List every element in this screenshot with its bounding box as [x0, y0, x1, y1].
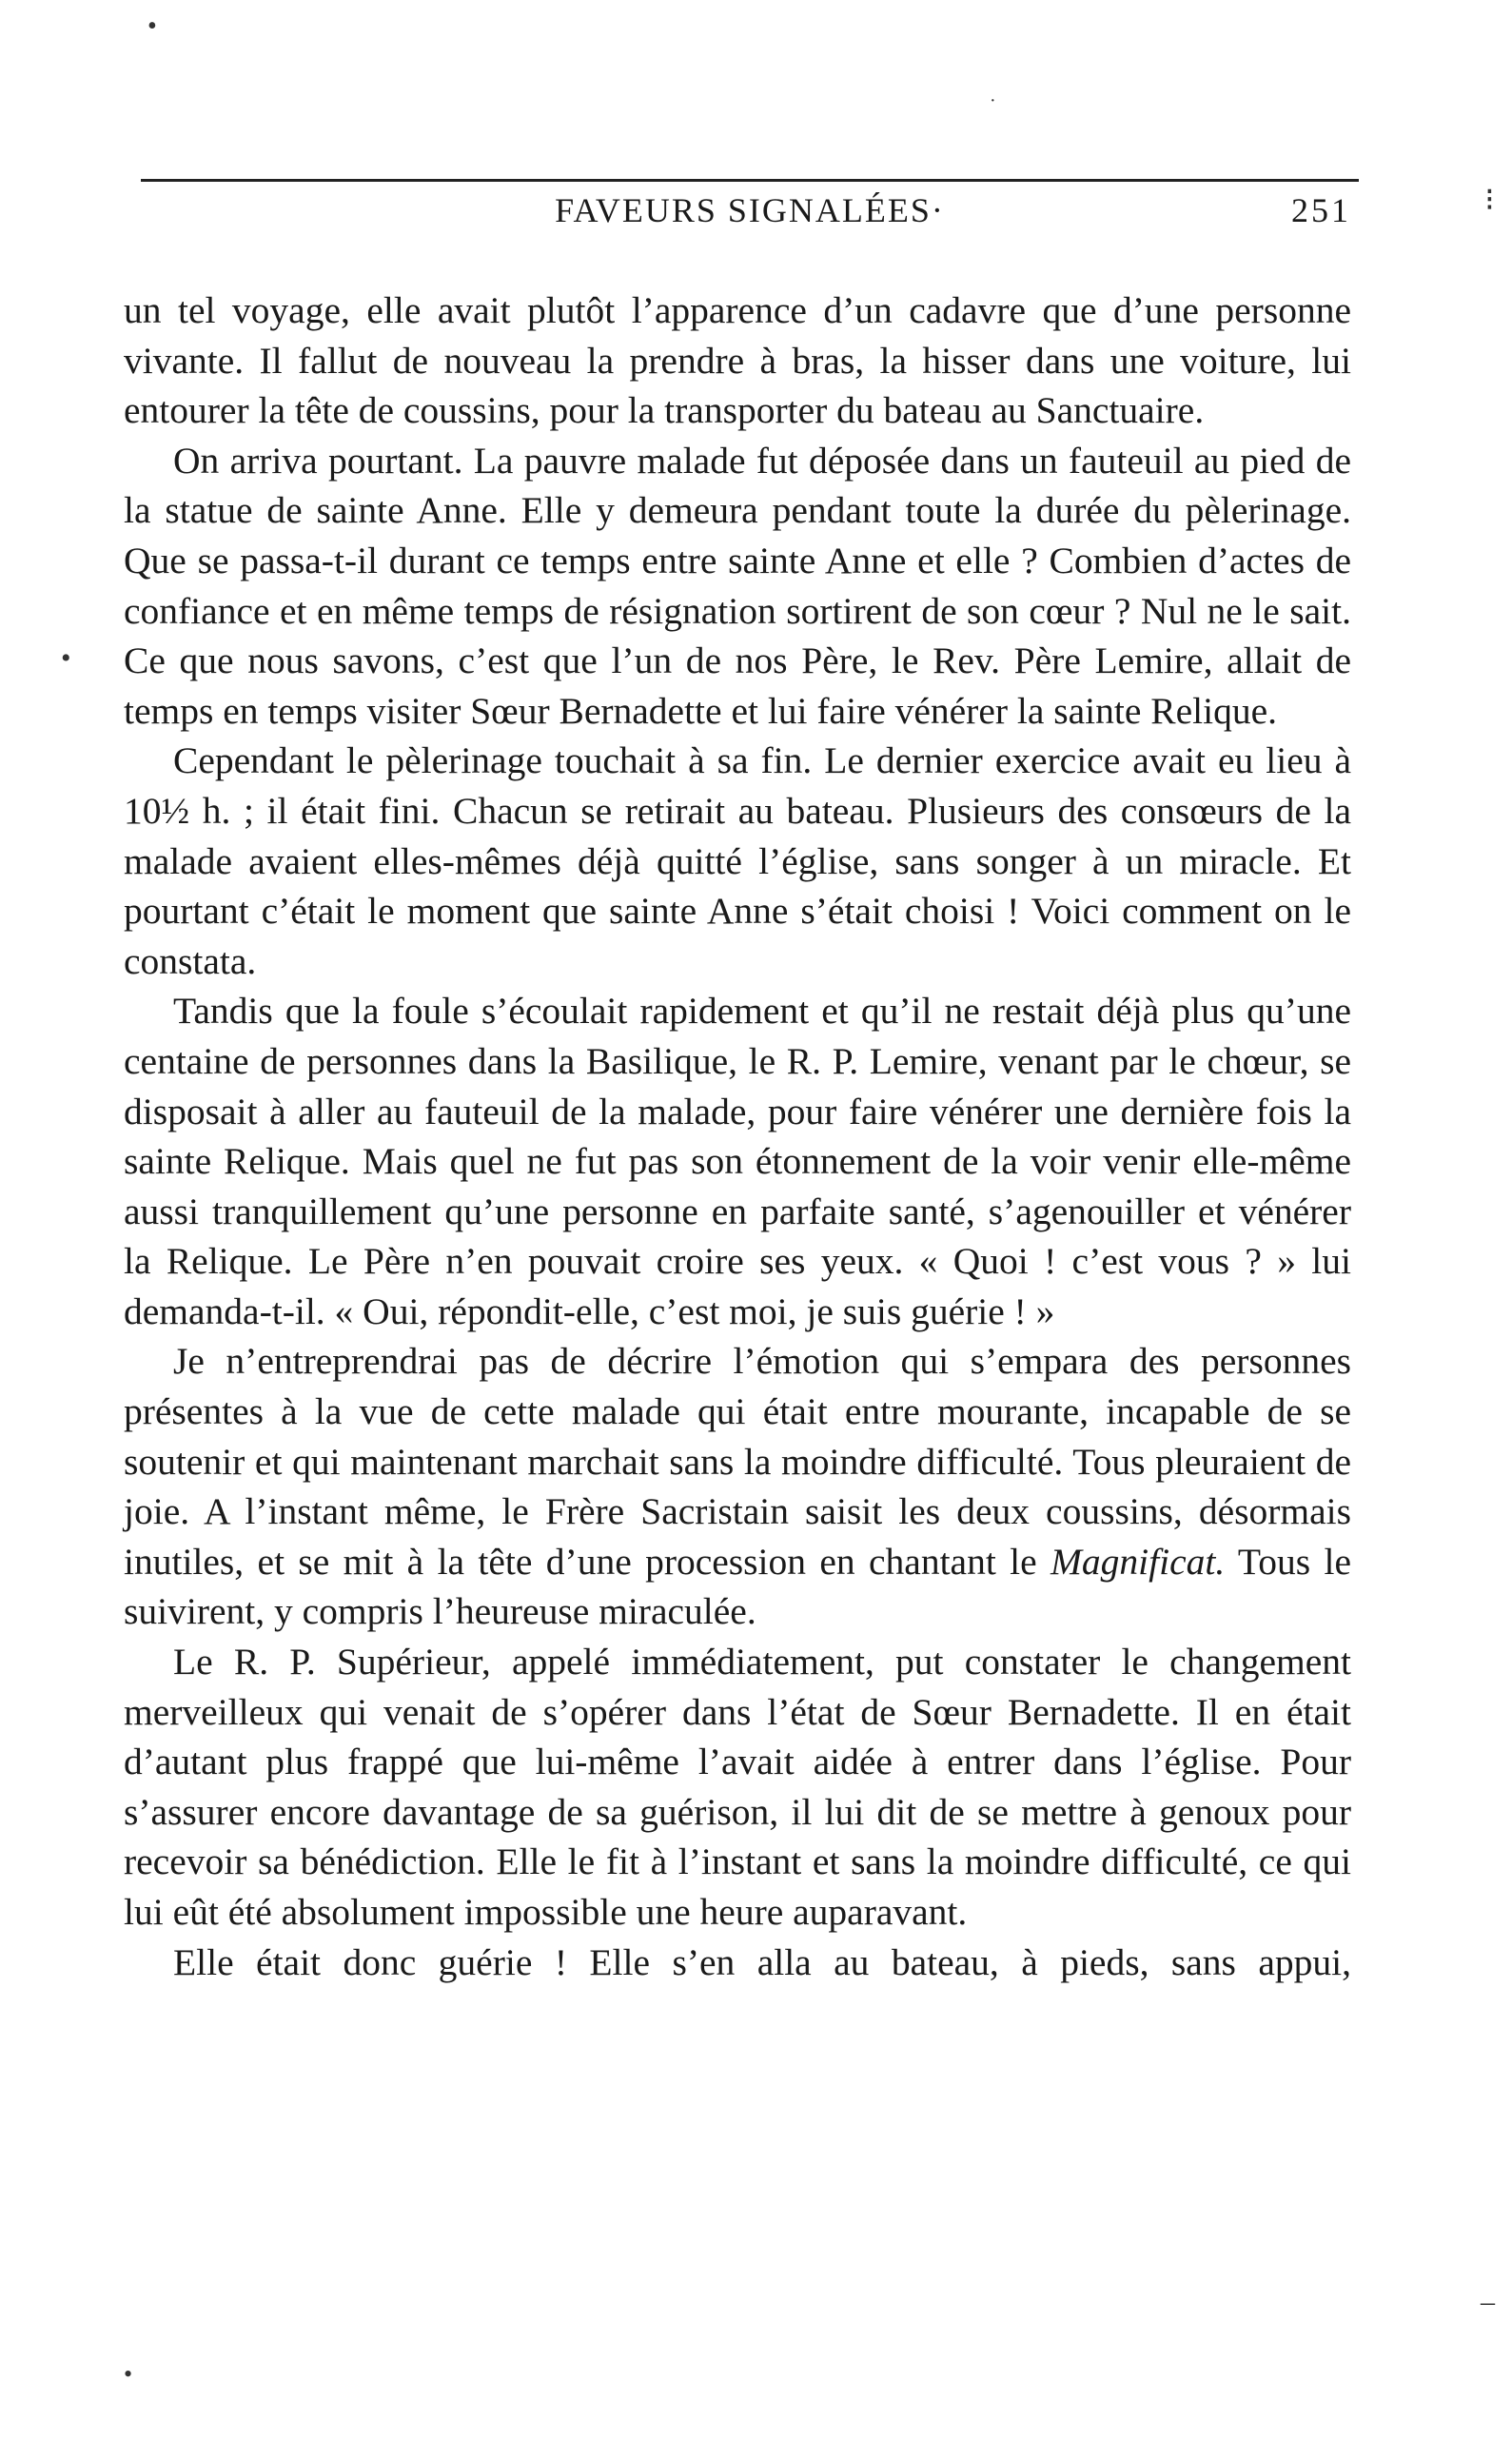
- paragraph: [124, 1336, 1351, 1637]
- paragraph: un tel voyage, elle avait plutôt l’apparence d’un cadavre que d’une personne vivante. Il fallut de nouveau la prendre à bras, la hisser dans une voiture, lui entourer la tête de coussins, pour la transporter du bateau au Sanctuaire.: [124, 289, 1351, 432]
- margin-speck: ·: [990, 90, 996, 111]
- paragraph: Tandis que la foule s’écoulait rapidement et qu’il ne restait déjà plus qu’une centaine de personnes dans la Basilique, le R. P. Lemire, venant par le chœur, se disposait à aller au fauteuil de la malade, pour faire vénérer une dernière fois la sainte Relique. Mais quel ne fut pas son étonnement de la voir venir elle-même aussi tranquillement qu’une personne en parfaite santé, s’agenouiller et vénérer la Relique. Le Père n’en pouvait croire ses yeux. « Quoi ! c’est vous ? » lui demanda-t-il. « Oui, répondit-elle, c’est moi, je suis guérie ! »: [124, 990, 1351, 1332]
- header-rule: [141, 179, 1359, 182]
- margin-mark: ⁝: [1484, 183, 1495, 218]
- paragraph: Elle était donc guérie ! Elle s’en alla au bateau, à pieds, sans appui,: [173, 1940, 1351, 1983]
- italic-title: Magnificat.: [1051, 1540, 1226, 1583]
- body-text: [124, 285, 1351, 1987]
- running-title: FAVEURS SIGNALÉES·: [555, 191, 945, 229]
- margin-mark: –: [1481, 2286, 1495, 2317]
- paragraph: Le R. P. Supérieur, appelé immédiatement, put constater le changement merveilleux qui venait de s’opérer dans l’état de Sœur Bernadette. Il en était d’autant plus frappé que lui-même l’avait aidée à entrer dans l’église. Pour s’assurer encore davantage de sa guérison, il lui dit de se mettre à genoux pour recevoir sa bénédiction. Elle le fit à l’instant et sans la moindre difficulté, ce qui lui eût été absolument impossible une heure auparavant.: [124, 1641, 1351, 1933]
- margin-speck: •: [61, 642, 71, 674]
- page-number: 251: [1291, 191, 1351, 229]
- page-header: [141, 190, 1359, 238]
- paragraph: Cependant le pèlerinage touchait à sa fin. Le dernier exercice avait eu lieu à 10½ h. ; il était fini. Chacun se retirait au bateau. Plusieurs des consœurs de la malade avaient elles-mêmes déjà quitté l’église, sans songer à un miracle. Et pourtant c’était le moment que sainte Anne s’était choisi ! Voici comment on le constata.: [124, 739, 1351, 982]
- margin-speck: •: [147, 11, 157, 41]
- paragraph-text: Tous le suivirent, y compris l’heureuse miraculée.: [124, 1540, 1351, 1633]
- paragraph: On arriva pourtant. La pauvre malade fut déposée dans un fauteuil au pied de la statue de sainte Anne. Elle y demeura pendant toute la durée du pèlerinage. Que se passa-t-il durant ce temps entre sainte Anne et elle ? Combien d’actes de confiance et en même temps de résignation sortirent de son cœur ? Nul ne le sait. Ce que nous savons, c’est que l’un de nos Père, le Rev. Père Lemire, allait de temps en temps visiter Sœur Bernadette et lui faire vénérer la sainte Relique.: [124, 439, 1351, 732]
- paragraph-text: Je n’entreprendrai pas de décrire l’émotion qui s’empara des personnes présentes à la vue de cette malade qui était entre mourante, incapable de se soutenir et qui maintenant marchait sans la moindre difficulté. Tous pleuraient de joie. A l’instant même, le Frère Sacristain saisit les deux coussins, désormais inutiles, et se mit à la tête d’une procession en chantant le: [124, 1340, 1351, 1583]
- margin-speck: •: [124, 2360, 133, 2388]
